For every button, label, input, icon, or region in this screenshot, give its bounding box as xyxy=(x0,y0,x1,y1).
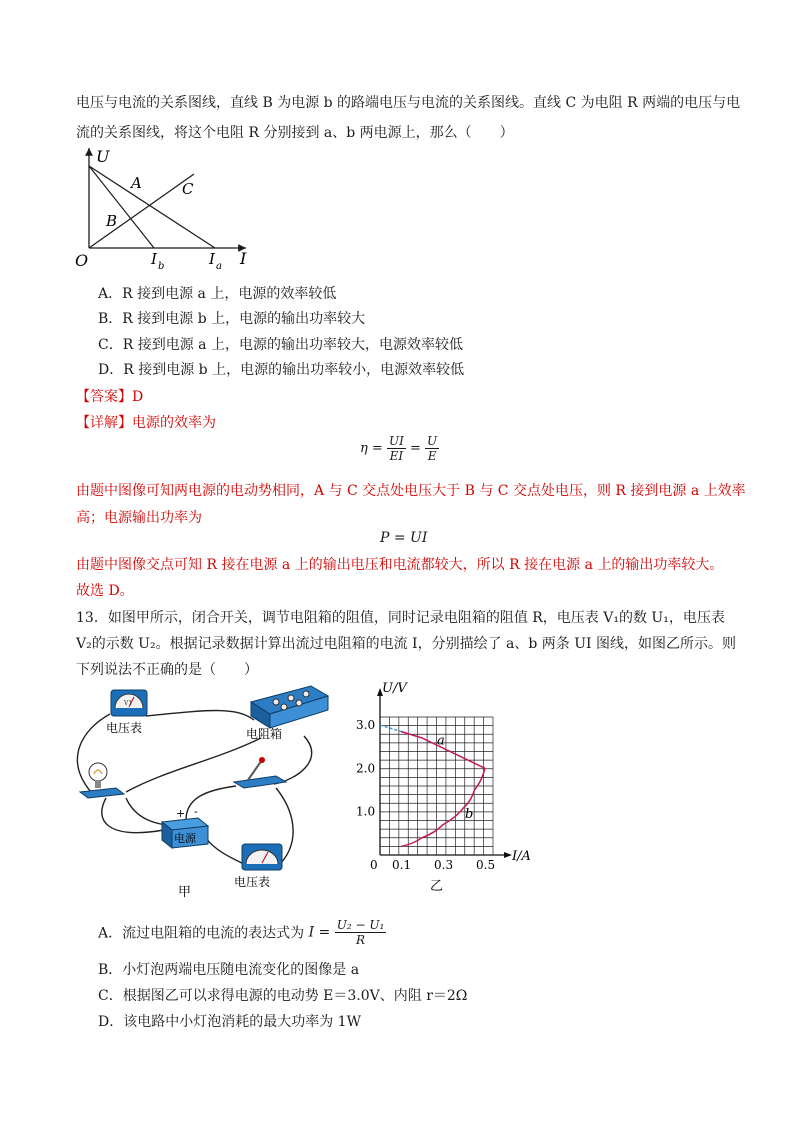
q12-option-a: A．R 接到电源 a 上，电源的效率较低 xyxy=(98,286,337,302)
q13-stem-line1: 13．如图甲所示，闭合开关，调节电阻箱的阻值，同时记录电阻箱的阻值 R，电压表 V₁的数 U₁，电压表 xyxy=(76,610,725,626)
q12-graph xyxy=(70,142,260,274)
chart-origin-label: 0 xyxy=(370,858,378,872)
resistance-box-icon xyxy=(251,686,328,728)
label-voltmeter-top: 电压表 xyxy=(106,721,143,735)
formula1-frac1-den: EI xyxy=(389,449,404,463)
q13-option-a-den: R xyxy=(355,933,366,947)
q13-option-a xyxy=(98,918,386,947)
q12-line-A xyxy=(89,166,215,248)
chart-xtick-label: 0.5 xyxy=(476,858,496,872)
formula1-eq: = xyxy=(409,441,421,456)
q12-option-c: C．R 接到电源 a 上，电源的输出功率较大，电源效率较低 xyxy=(98,337,463,353)
q13-option-a-lhs: I = xyxy=(308,924,331,941)
voltmeter-bottom-icon xyxy=(242,844,282,870)
formula1-frac1 xyxy=(387,434,406,463)
q12-label-O: O xyxy=(75,251,89,270)
q12-answer: 【答案】D xyxy=(76,389,144,405)
q13-option-c: C．根据图乙可以求得电源的电动势 E＝3.0V、内阻 r＝2Ω xyxy=(98,988,468,1004)
chart-xtick-label: 0.3 xyxy=(434,858,454,872)
q12-label-Ib-sub: b xyxy=(158,261,165,272)
battery-plus: + xyxy=(176,807,186,820)
q12-option-b: B．R 接到电源 b 上，电源的输出功率较大 xyxy=(98,311,366,327)
q12-label-Ib: I xyxy=(151,250,157,268)
q12-option-d: D．R 接到电源 b 上，电源的输出功率较小，电源效率较低 xyxy=(98,362,465,378)
label-battery: 电源 xyxy=(174,832,196,845)
q12-explain1-line2: 高；电源输出功率为 xyxy=(76,510,202,526)
q12-label-A: A xyxy=(131,174,142,192)
q12-label-Ia-sub: a xyxy=(216,261,222,272)
label-resistance-box: 电阻箱 xyxy=(246,727,283,741)
chart-ylabel: U/V xyxy=(382,681,407,696)
bulb-icon xyxy=(80,763,124,798)
chart-xlabel: I/A xyxy=(512,849,531,864)
q12-explain2: 由题中图像交点可知 R 接在电源 a 上的输出电压和电流都较大，所以 R 接在电源 a 上的输出功率较大。 xyxy=(76,557,724,573)
q12-label-I: I xyxy=(240,249,247,268)
q13-stem-line2: V₂的示数 U₂。根据记录数据计算出流过电阻箱的电流 I，分别描绘了 a、b 两条 UI 图线，如图乙所示。则 xyxy=(76,636,737,652)
series-a-label: a xyxy=(437,733,445,749)
q12-stem-line1: 电压与电流的关系图线，直线 B 为电源 b 的路端电压与电流的关系图线。直线 C 为电阻 R 两端的电压与电 xyxy=(76,95,741,111)
formula1-frac2 xyxy=(425,434,439,463)
circuit-figure xyxy=(66,680,336,905)
q12-stem-line2: 流的关系图线，将这个电阻 R 分别接到 a、b 两电源上，那么（ ） xyxy=(76,125,514,141)
q13-option-a-text: A．流过电阻箱的电流的表达式为 xyxy=(98,925,305,942)
chart-ytick-label: 1.0 xyxy=(356,804,376,819)
q12-detail-title: 【详解】电源的效率为 xyxy=(76,415,216,431)
ui-chart xyxy=(340,680,540,905)
chart-ytick-label: 3.0 xyxy=(356,718,376,732)
q12-conclusion: 故选 D。 xyxy=(76,583,134,599)
formula1-frac2-num: U xyxy=(427,434,438,448)
caption-yi: 乙 xyxy=(430,879,444,894)
switch-icon xyxy=(234,757,286,788)
formula1-lhs: η = xyxy=(360,441,383,456)
chart-ytick-label: 2.0 xyxy=(356,761,376,776)
label-voltmeter-bottom: 电压表 xyxy=(234,875,271,889)
q13-option-a-frac xyxy=(335,918,387,947)
q12-label-B: B xyxy=(106,212,118,230)
formula1-frac2-den: E xyxy=(427,449,437,463)
q12-label-U: U xyxy=(96,147,110,166)
q12-formula-efficiency xyxy=(360,434,439,463)
q13-option-b: B．小灯泡两端电压随电流变化的图像是 a xyxy=(98,962,360,978)
q12-formula-power: P = UI xyxy=(380,530,428,546)
q13-option-d: D．该电路中小灯泡消耗的最大功率为 1W xyxy=(98,1014,361,1030)
voltmeter-top-icon xyxy=(111,690,147,716)
chart-xtick-label: 0.1 xyxy=(392,858,412,872)
series-b-label: b xyxy=(465,807,474,823)
q13-option-a-num: U₂ − U₁ xyxy=(336,918,385,932)
svg-text:V1: V1 xyxy=(124,700,133,707)
chart-axes xyxy=(377,688,512,858)
q12-line-B xyxy=(89,166,154,248)
battery-minus: - xyxy=(194,805,198,818)
chart-x-arrow xyxy=(504,852,512,858)
formula1-frac1-num: UI xyxy=(388,434,404,448)
q12-label-Ia: I xyxy=(209,250,215,268)
q13-stem-line3: 下列说法不正确的是（ ） xyxy=(76,662,258,678)
caption-jia: 甲 xyxy=(178,885,192,900)
q12-explain1-line1: 由题中图像可知两电源的电动势相同，A 与 C 交点处电压大于 B 与 C 交点处电压，则 R 接到电源 a 上效率 xyxy=(76,483,746,499)
q12-label-C: C xyxy=(182,180,194,198)
